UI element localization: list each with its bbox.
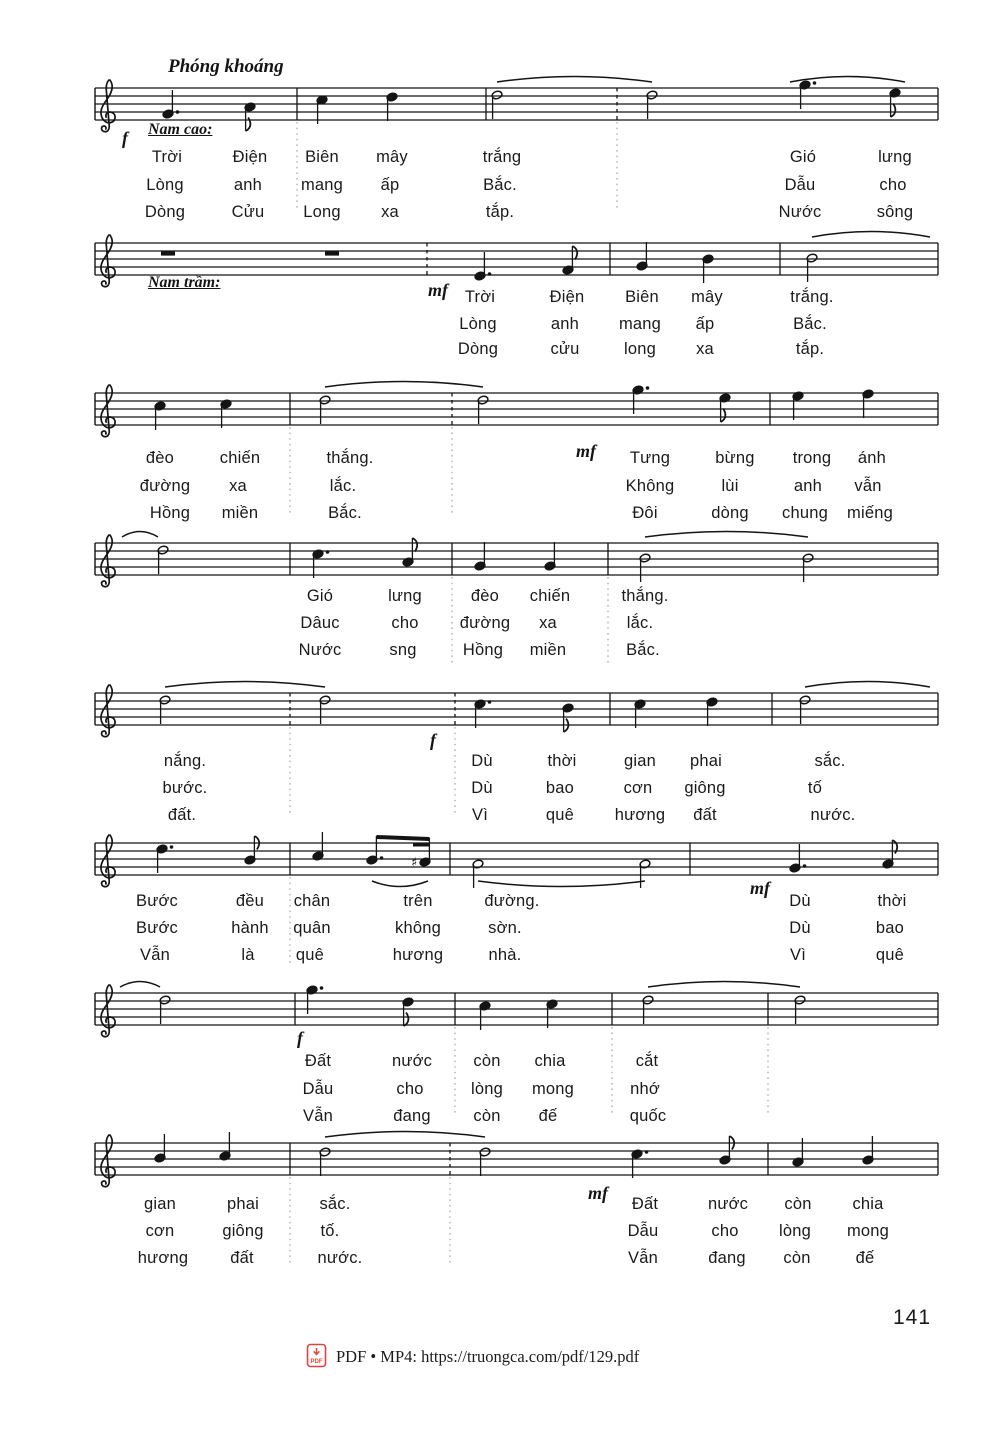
note-head xyxy=(862,1155,874,1165)
lyric-word: nước xyxy=(707,1195,749,1213)
treble-clef-icon xyxy=(101,535,115,587)
lyric-word: Trời xyxy=(151,148,183,166)
lyric-word: Điện xyxy=(232,148,268,166)
note-head xyxy=(366,855,378,865)
lyric-word: nước xyxy=(391,1052,433,1070)
lyric-word: Bước xyxy=(136,892,178,910)
lyric-word: Dòng xyxy=(457,340,499,358)
lyric-word: Bước xyxy=(136,919,178,937)
lyric-word: Biên xyxy=(625,288,659,306)
note-head xyxy=(159,995,171,1005)
lyric-word: chân xyxy=(293,892,331,910)
lyric-word: Bắc. xyxy=(483,176,517,194)
eighth-flag xyxy=(729,1136,734,1150)
note-head xyxy=(792,1157,804,1167)
slur xyxy=(325,382,483,388)
whole-rest xyxy=(325,251,339,256)
treble-clef-icon xyxy=(101,685,115,737)
lyric-word: Trời xyxy=(464,288,496,306)
lyric-word: mong xyxy=(846,1222,890,1240)
note-head xyxy=(719,393,731,403)
note-head xyxy=(154,401,166,411)
lyric-word: Bắc. xyxy=(793,315,827,333)
lyric-word: ấp xyxy=(380,176,400,194)
note-head xyxy=(474,561,486,571)
lyric-word: Đôi xyxy=(632,504,658,522)
lyric-word: Cửu xyxy=(231,203,265,221)
slur xyxy=(325,1132,485,1138)
lyric-word: miền xyxy=(529,641,567,659)
lyric-word: nước. xyxy=(317,1249,363,1267)
lyric-word: dòng xyxy=(711,504,749,522)
lyric-word: đang xyxy=(708,1249,746,1267)
lyric-word: chia xyxy=(534,1052,566,1070)
eighth-flag xyxy=(246,118,251,132)
note-head xyxy=(244,102,256,112)
lyric-word: cho xyxy=(396,1080,424,1098)
lyric-word: đường. xyxy=(484,892,540,910)
lyric-word: Không xyxy=(625,477,675,495)
lyric-word: quê xyxy=(545,806,575,824)
note-head xyxy=(639,553,651,563)
dynamic-marking: f xyxy=(297,1028,303,1048)
treble-clef-icon xyxy=(101,235,115,287)
svg-text:PDF: PDF xyxy=(310,1359,323,1365)
lyric-word: xa xyxy=(381,203,399,221)
lyric-word: mây xyxy=(691,288,723,306)
note-head xyxy=(306,985,318,995)
treble-clef-icon xyxy=(101,385,115,437)
lyric-word: trắng xyxy=(482,148,522,166)
note-head xyxy=(719,1155,731,1165)
lyric-word: lòng xyxy=(471,1080,503,1098)
note-head xyxy=(792,391,804,401)
lyric-word: mang xyxy=(300,176,344,194)
note-head xyxy=(706,697,718,707)
lyric-word: cho xyxy=(711,1222,739,1240)
lyric-word: Gió xyxy=(789,148,817,166)
lyric-word: Dẫu xyxy=(784,176,816,194)
lyric-word: anh xyxy=(793,477,823,495)
lyric-word: đều xyxy=(235,892,265,910)
dynamic-marking: mf xyxy=(588,1183,608,1203)
lyric-word: đất. xyxy=(167,806,197,824)
lyric-word: Bắc. xyxy=(626,641,660,659)
augmentation-dot xyxy=(170,845,174,849)
lyric-word: còn xyxy=(783,1249,811,1267)
lyric-word: Nước xyxy=(298,641,342,659)
lyric-word: xa xyxy=(229,477,247,495)
lyric-word: lắc. xyxy=(329,477,357,495)
note-head xyxy=(419,857,431,867)
note-head xyxy=(702,254,714,264)
note-head xyxy=(477,395,489,405)
lyric-word: bừng xyxy=(715,449,755,467)
slur xyxy=(165,682,325,688)
lyric-word: thời xyxy=(877,892,907,910)
dynamic-marking: f xyxy=(122,128,128,148)
lyric-word: sông xyxy=(876,203,914,221)
lyric-word: cơn xyxy=(623,779,653,797)
note-head xyxy=(319,395,331,405)
sharp-sign: ♯ xyxy=(411,855,418,871)
augmentation-dot xyxy=(380,856,384,860)
note-head xyxy=(312,851,324,861)
lyric-word: Dòng xyxy=(144,203,186,221)
page-number: 141 xyxy=(893,1306,932,1329)
lyric-word: anh xyxy=(550,315,580,333)
note-head xyxy=(546,999,558,1009)
note-head xyxy=(632,385,644,395)
note-head xyxy=(156,844,168,854)
eighth-flag xyxy=(254,836,259,850)
eighth-flag xyxy=(572,246,577,260)
augmentation-dot xyxy=(645,1150,649,1154)
slur xyxy=(812,232,930,238)
lyric-word: Điện xyxy=(549,288,585,306)
lyric-word: Long xyxy=(303,203,341,221)
slur xyxy=(122,532,158,538)
note-head xyxy=(472,859,484,869)
slur xyxy=(497,77,652,83)
note-head xyxy=(789,863,801,873)
lyric-word: Hồng xyxy=(462,641,504,659)
lyric-word: Biên xyxy=(305,148,339,166)
lyric-word: Lòng xyxy=(146,176,184,194)
lyric-word: mong xyxy=(531,1080,575,1098)
lyric-word: hành xyxy=(231,919,269,937)
note-head xyxy=(157,545,169,555)
augmentation-dot xyxy=(326,550,330,554)
lyric-word: xa xyxy=(539,614,557,632)
lyric-word: Vẫn xyxy=(303,1107,333,1125)
augmentation-dot xyxy=(646,386,650,390)
note-head xyxy=(642,995,654,1005)
lyric-word: xa xyxy=(696,340,714,358)
lyric-word: thắng. xyxy=(326,449,374,467)
note-head xyxy=(474,271,486,281)
treble-clef-icon xyxy=(101,80,115,132)
lyric-word: Dẫu xyxy=(627,1222,659,1240)
treble-clef-icon xyxy=(101,1135,115,1187)
note-head xyxy=(799,695,811,705)
lyric-word: gian xyxy=(624,752,656,770)
lyric-word: còn xyxy=(473,1052,501,1070)
lyric-word: là xyxy=(241,946,255,964)
lyric-word: trên xyxy=(403,892,433,910)
note-head xyxy=(154,1153,166,1163)
note-head xyxy=(636,261,648,271)
dynamic-marking: mf xyxy=(750,878,770,898)
lyric-word: Dẫu xyxy=(302,1080,334,1098)
slur xyxy=(120,982,160,988)
note-head xyxy=(794,995,806,1005)
lyric-word: đèo xyxy=(470,587,500,605)
lyric-word: sắc. xyxy=(814,752,846,770)
lyric-word: Đất xyxy=(304,1052,332,1070)
note-head xyxy=(319,695,331,705)
lyric-word: phai xyxy=(227,1195,259,1213)
note-head xyxy=(162,109,174,119)
lyric-word: gian xyxy=(144,1195,176,1213)
lyric-word: cho xyxy=(879,176,907,194)
note-head xyxy=(319,1147,331,1157)
pdf-icon xyxy=(306,1343,327,1368)
lyric-word: quân xyxy=(293,919,331,937)
note-head xyxy=(244,855,256,865)
lyric-word: bao xyxy=(875,919,905,937)
note-head xyxy=(159,695,171,705)
note-head xyxy=(402,557,414,567)
lyric-word: vẫn xyxy=(854,477,882,495)
system-1-voice-label: Nam cao: xyxy=(148,121,213,138)
lyric-word: Vẫn xyxy=(140,946,170,964)
treble-clef-icon xyxy=(101,985,115,1037)
lyric-word: quê xyxy=(875,946,905,964)
note-head xyxy=(316,95,328,105)
system-5-staff xyxy=(0,653,1000,831)
eighth-flag xyxy=(412,538,417,552)
lyric-word: Dù xyxy=(789,892,811,910)
lyric-word: chiến xyxy=(529,587,571,605)
lyric-word: lưng xyxy=(878,148,912,166)
note-head xyxy=(562,265,574,275)
lyric-word: miếng xyxy=(847,504,893,522)
lyric-word: đường xyxy=(139,477,191,495)
lyric-word: nước. xyxy=(810,806,856,824)
lyric-word: đế xyxy=(855,1249,875,1267)
lyric-word: thời xyxy=(547,752,577,770)
slur xyxy=(645,532,808,538)
footer-link[interactable]: PDF • MP4: https://truongca.com/pdf/129.pdf xyxy=(336,1347,640,1366)
note-head xyxy=(491,90,503,100)
lyric-word: giông xyxy=(684,779,726,797)
note-head xyxy=(634,699,646,709)
lyric-word: ấp xyxy=(695,315,715,333)
eighth-flag xyxy=(564,719,569,733)
lyric-word: cắt xyxy=(635,1052,659,1070)
lyric-word: chiến xyxy=(219,449,261,467)
note-head xyxy=(639,859,651,869)
lyric-word: đường xyxy=(459,614,511,632)
lyric-word: Vẫn xyxy=(628,1249,658,1267)
lyric-word: Dâuc xyxy=(300,614,340,632)
lyric-word: Đất xyxy=(631,1195,659,1213)
lyric-word: đất xyxy=(693,806,717,824)
lyric-word: đèo xyxy=(145,449,175,467)
slur xyxy=(478,881,645,887)
lyric-word: Hồng xyxy=(149,504,191,522)
lyric-word: lòng xyxy=(779,1222,811,1240)
note-head xyxy=(889,88,901,98)
lyric-word: nắng. xyxy=(163,752,207,770)
lyric-word: nhớ xyxy=(630,1080,660,1098)
lyric-word: trắng. xyxy=(790,288,834,306)
slur xyxy=(790,77,905,83)
beam xyxy=(376,837,429,839)
note-head xyxy=(479,1001,491,1011)
eighth-flag xyxy=(892,840,897,854)
lyric-word: anh xyxy=(233,176,263,194)
lyric-word: Vì xyxy=(472,806,488,824)
lyric-word: đất xyxy=(230,1249,254,1267)
lyric-word: không xyxy=(395,919,441,937)
augmentation-dot xyxy=(176,110,180,114)
note-head xyxy=(220,399,232,409)
note-head xyxy=(806,253,818,263)
eighth-flag xyxy=(891,104,896,118)
lyric-word: cửu xyxy=(550,340,580,358)
lyric-word: nhà. xyxy=(488,946,522,964)
lyric-word: sng xyxy=(389,641,417,659)
lyric-word: long xyxy=(624,340,656,358)
slur xyxy=(372,881,428,887)
dynamic-marking: mf xyxy=(428,280,448,300)
lyric-word: chia xyxy=(852,1195,884,1213)
lyric-word: giông xyxy=(222,1222,264,1240)
note-head xyxy=(799,80,811,90)
system-2-staff xyxy=(0,203,1000,381)
augmentation-dot xyxy=(813,81,817,85)
note-head xyxy=(562,703,574,713)
lyric-word: tố xyxy=(807,779,823,797)
lyric-word: bao xyxy=(545,779,575,797)
lyric-word: Vì xyxy=(790,946,806,964)
lyric-word: Dù xyxy=(471,779,493,797)
lyric-word: chung xyxy=(782,504,828,522)
lyric-word: cho xyxy=(391,614,419,632)
lyric-word: lắc. xyxy=(626,614,654,632)
system-7-staff xyxy=(0,953,1000,1131)
lyric-word: hương xyxy=(392,946,444,964)
lyric-word: bước. xyxy=(162,779,208,797)
note-head xyxy=(862,389,874,399)
augmentation-dot xyxy=(320,986,324,990)
lyric-word: thắng. xyxy=(621,587,669,605)
dynamic-marking: mf xyxy=(576,441,596,461)
note-head xyxy=(474,699,486,709)
note-head xyxy=(386,92,398,102)
lyric-word: quê xyxy=(295,946,325,964)
whole-rest xyxy=(161,251,175,256)
eighth-flag xyxy=(404,1013,409,1027)
note-head xyxy=(312,549,324,559)
lyric-word: tắp. xyxy=(795,340,825,358)
slur xyxy=(805,682,930,688)
note-head xyxy=(631,1149,643,1159)
dynamic-marking: f xyxy=(430,730,436,750)
lyric-word: đế xyxy=(538,1107,558,1125)
lyric-word: Bắc. xyxy=(328,504,362,522)
lyric-word: Gió xyxy=(306,587,334,605)
lyric-word: hương xyxy=(137,1249,189,1267)
note-head xyxy=(402,997,414,1007)
slur xyxy=(648,982,800,988)
lyric-word: lùi xyxy=(721,477,739,495)
note-head xyxy=(802,553,814,563)
lyric-word: còn xyxy=(473,1107,501,1125)
tempo-marking: Phóng khoáng xyxy=(168,56,284,77)
lyric-word: cơn xyxy=(145,1222,175,1240)
lyric-word: tố. xyxy=(320,1222,340,1240)
augmentation-dot xyxy=(488,700,492,704)
lyric-word: Lòng xyxy=(459,315,497,333)
note-head xyxy=(882,859,894,869)
lyric-word: phai xyxy=(690,752,722,770)
lyric-word: sắc. xyxy=(319,1195,351,1213)
treble-clef-icon xyxy=(101,835,115,887)
note-head xyxy=(646,90,658,100)
lyric-word: quốc xyxy=(629,1107,667,1125)
system-2-voice-label: Nam trầm: xyxy=(148,274,221,291)
lyric-word: mang xyxy=(618,315,662,333)
lyric-word: sờn. xyxy=(488,919,522,937)
lyric-word: hương xyxy=(614,806,666,824)
note-head xyxy=(479,1147,491,1157)
lyric-word: trong xyxy=(792,449,832,467)
lyric-word: tắp. xyxy=(485,203,515,221)
augmentation-dot xyxy=(488,272,492,276)
lyric-word: ánh xyxy=(857,449,887,467)
eighth-flag xyxy=(721,409,726,423)
lyric-word: Dù xyxy=(789,919,811,937)
augmentation-dot xyxy=(803,864,807,868)
lyric-word: Dù xyxy=(471,752,493,770)
lyric-word: đang xyxy=(393,1107,431,1125)
lyric-word: Tưng xyxy=(629,449,671,467)
note-head xyxy=(544,561,556,571)
lyric-word: mây xyxy=(376,148,408,166)
note-head xyxy=(219,1151,231,1161)
lyric-word: lưng xyxy=(388,587,422,605)
lyric-word: miền xyxy=(221,504,259,522)
lyric-word: Nước xyxy=(778,203,822,221)
lyric-word: còn xyxy=(784,1195,812,1213)
